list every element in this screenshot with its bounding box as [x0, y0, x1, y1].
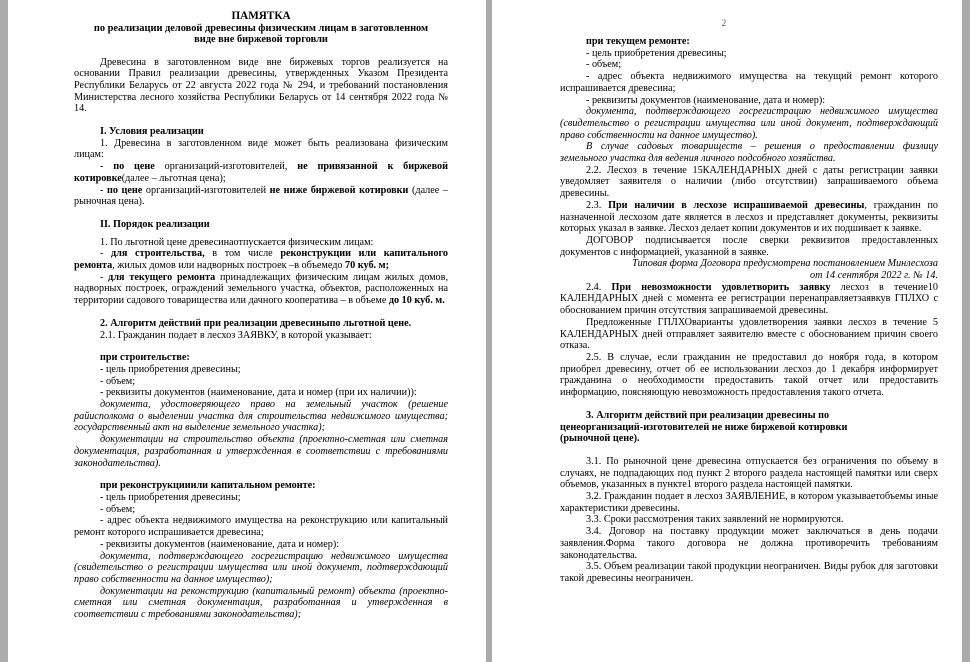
- build-item-2: - реквизиты документов (наименование, дата и номер (при их наличии)):: [100, 387, 417, 399]
- paragraph-2-2: 2.2. Лесхоз в течение 15КАЛЕНДАРНЫХ дней с даты регистрации заявки уведомляет заявителя о наличии (либо отсутствии) запрашиваемого объема древесины.: [560, 164, 938, 200]
- doc-title: ПАМЯТКА: [231, 10, 291, 22]
- gplho-paragraph: Предложенные ГПЛХОварианты удовлетворения заявки лесхоз в течение 5 КАЛЕНДАРНЫХ дней отправляет заявителю вместе с обоснованием причин своего отказа.: [560, 316, 938, 352]
- s2-paragraph-1: 1. По льготной цене древесинаотпускается физическим лицам:: [100, 236, 374, 248]
- section-3-heading-line-2: ценеорганизаций-изготовителей не ниже биржевой котировки: [560, 421, 848, 433]
- paragraph-2-5: 2.5. В случае, если гражданин не предоставил до ноября года, в котором приобрел древесину, отчет об ее использовании лесхоз до 1 декабря информирует гражданина о необходимости предоставить такой отчет или предоставить информацию, поясняющую невозможность предоставления такого отчета.: [560, 351, 938, 399]
- s1-item-b: - по цене организаций-изготовителей не ниже биржевой котировки (далее – рыночная цена).: [74, 184, 448, 208]
- recon-doc-1: документа, подтверждающего госрегистрацию недвижимого имущества (свидетельство о регистрации имущества или иной документ, подтверждающий право собственности на данное имущество);: [74, 550, 448, 585]
- section-2-heading: II. Порядок реализации: [100, 218, 210, 230]
- typical-form-line-1: Типовая форма Договора предусмотрена постановлением Минлесхоза: [632, 258, 938, 270]
- recon-heading: при реконструкцииили капитальном ремонте:: [100, 480, 316, 492]
- intro-paragraph: Древесина в заготовленном виде вне биржевых торгов реализуется на основании Правил реализации древесины, утвержденных Указом Президента Республики Беларусь от 22 августа 2022 года № 294, и требований постановления Министерства лесного хозяйства Республики Беларусь от 14 сентября 2022 года № 14.: [74, 56, 448, 115]
- cur-item-1: - объем;: [586, 59, 622, 71]
- section-3-heading-line-1: 3. Алгоритм действий при реализации древесины по: [586, 409, 830, 421]
- s2-item-b: - для текущего ремонта принадлежащих физическим лицам жилых домов, надворных построек, ограждений земельного участка, объектов, расположенных на территории садового товарищества или дачного кооператива – в объеме до 10 куб. м.: [74, 271, 448, 307]
- typical-form-line-2: от 14 сентября 2022 г. № 14.: [809, 270, 938, 282]
- page-number: 2: [721, 18, 727, 28]
- s1-item-a: - по цене организаций-изготовителей, не привязанной к биржевой котировке(далее – льготная цена);: [74, 161, 448, 184]
- paragraph-2-3: 2.3. При наличии в лесхозе испрашиваемой древесины, гражданин по назначенной лесхозом дате является в лесхоз и представляет документы, реквизиты которых указал в заявке. Лесхоз делает копии документов и их подшивает к заявке.: [560, 199, 938, 235]
- build-item-0: - цель приобретения древесины;: [100, 363, 241, 375]
- algorithm-2-heading: 2. Алгоритм действий при реализации древесиныпо льготной цене.: [100, 317, 412, 329]
- s1-paragraph-1: 1. Древесина в заготовленном виде может быть реализована физическим лицам:: [74, 137, 448, 161]
- recon-doc-2: документации на реконструкцию (капитальный ремонт) объекта (проектно-сметная или сметная документация, разработанная и утвержденная в соответствии с требованиями законодательства);: [74, 585, 448, 621]
- build-doc-2: документации на строительство объекта (проектно-сметная или сметная документация, разработанная и утвержденная в соответствии с требованиями законодательства).: [74, 434, 448, 469]
- contract-paragraph: ДОГОВОР подписывается после сверки реквизитов предоставленных документов с информацией, указанной в заявке.: [560, 234, 938, 258]
- algorithm-2-1: 2.1. Гражданин подает в лесхоз ЗАЯВКУ, в которой указывает:: [100, 329, 372, 341]
- current-repair-heading: при текущем ремонте:: [586, 36, 690, 47]
- paragraph-3-4: 3.4. Договор на поставку продукции может заключаться в день подачи заявления.Форма такого договора не должна противоречить требованиям законодательства.: [560, 526, 938, 561]
- build-doc-1: документа, удостоверяющего право на земельный участок (решение райисполкома о выделении участка для строительства недвижимого имущества; государственный акт на выделение земельного участка);: [74, 399, 448, 434]
- cur-item-0: - цель приобретения древесины;: [586, 47, 727, 59]
- document-page-1: [8, 0, 486, 662]
- paragraph-3-5: 3.5. Объем реализации такой продукции неограничен. Виды рубок для заготовки такой древесины неограничен.: [560, 561, 938, 584]
- cur-doc-1: документа, подтверждающего госрегистрацию недвижимого имущества (свидетельство о регистрации имущества или иной документ, подтверждающий право собственности на данное имущество).: [560, 106, 938, 141]
- section-1-heading: I. Условия реализации: [100, 126, 204, 138]
- document-page-2: [492, 0, 962, 662]
- paragraph-3-1: 3.1. По рыночной цене древесина отпускается без ограничения по объему в случаях, не подпадающих под пункт 2 второго раздела настоящей памятки или сверх объемов, указанных в пункте1 второго раздела настоящей памятки.: [560, 455, 938, 491]
- build-heading: при строительстве:: [100, 352, 190, 364]
- section-3-heading-line-3: (рыночной цене).: [560, 433, 640, 445]
- recon-item-0: - цель приобретения древесины;: [100, 492, 241, 503]
- doc-subtitle-line-2: виде вне биржевой торговли: [194, 34, 328, 45]
- recon-item-2: - адрес объекта недвижимого имущества на реконструкцию или капитальный ремонт которого испрашивается древесина;: [74, 515, 448, 539]
- cur-item-2: - адрес объекта недвижимого имущества на текущий ремонт которого испрашивается древесина;: [560, 71, 938, 94]
- paragraph-3-3: 3.3. Сроки рассмотрения таких заявлений не нормируются.: [586, 514, 844, 526]
- doc-subtitle-line-1: по реализации деловой древесины физическим лицам в заготовленном: [93, 22, 429, 34]
- paragraph-3-2: 3.2. Гражданин подает в лесхоз ЗАЯВЛЕНИЕ, в котором указываетобъемы иные характеристики древесины.: [560, 491, 938, 514]
- cur-item-3: - реквизиты документов (наименование, дата и номер):: [586, 94, 826, 106]
- build-item-1: - объем;: [100, 375, 136, 387]
- paragraph-2-4: 2.4. При невозможности удовлетворить заявку лесхоз в течение10 КАЛЕНДАРНЫХ дней с момента ее регистрации перенаправляетзаявкув ГПЛХО с обоснованием причин отсутствия запрашиваемой древесины.: [560, 281, 939, 317]
- garden-note: В случае садовых товариществ – решения о предоставлении физлицу земельного участка для ведения личного подсобного хозяйства.: [560, 141, 938, 165]
- s2-item-a: - для строительства, в том числе реконструкции или капитального ремонта, жилых домов или надворных построек –в объемедо 70 куб. м;: [74, 248, 448, 272]
- recon-item-1: - объем;: [100, 503, 136, 515]
- recon-item-3: - реквизиты документов (наименование, дата и номер):: [100, 538, 340, 550]
